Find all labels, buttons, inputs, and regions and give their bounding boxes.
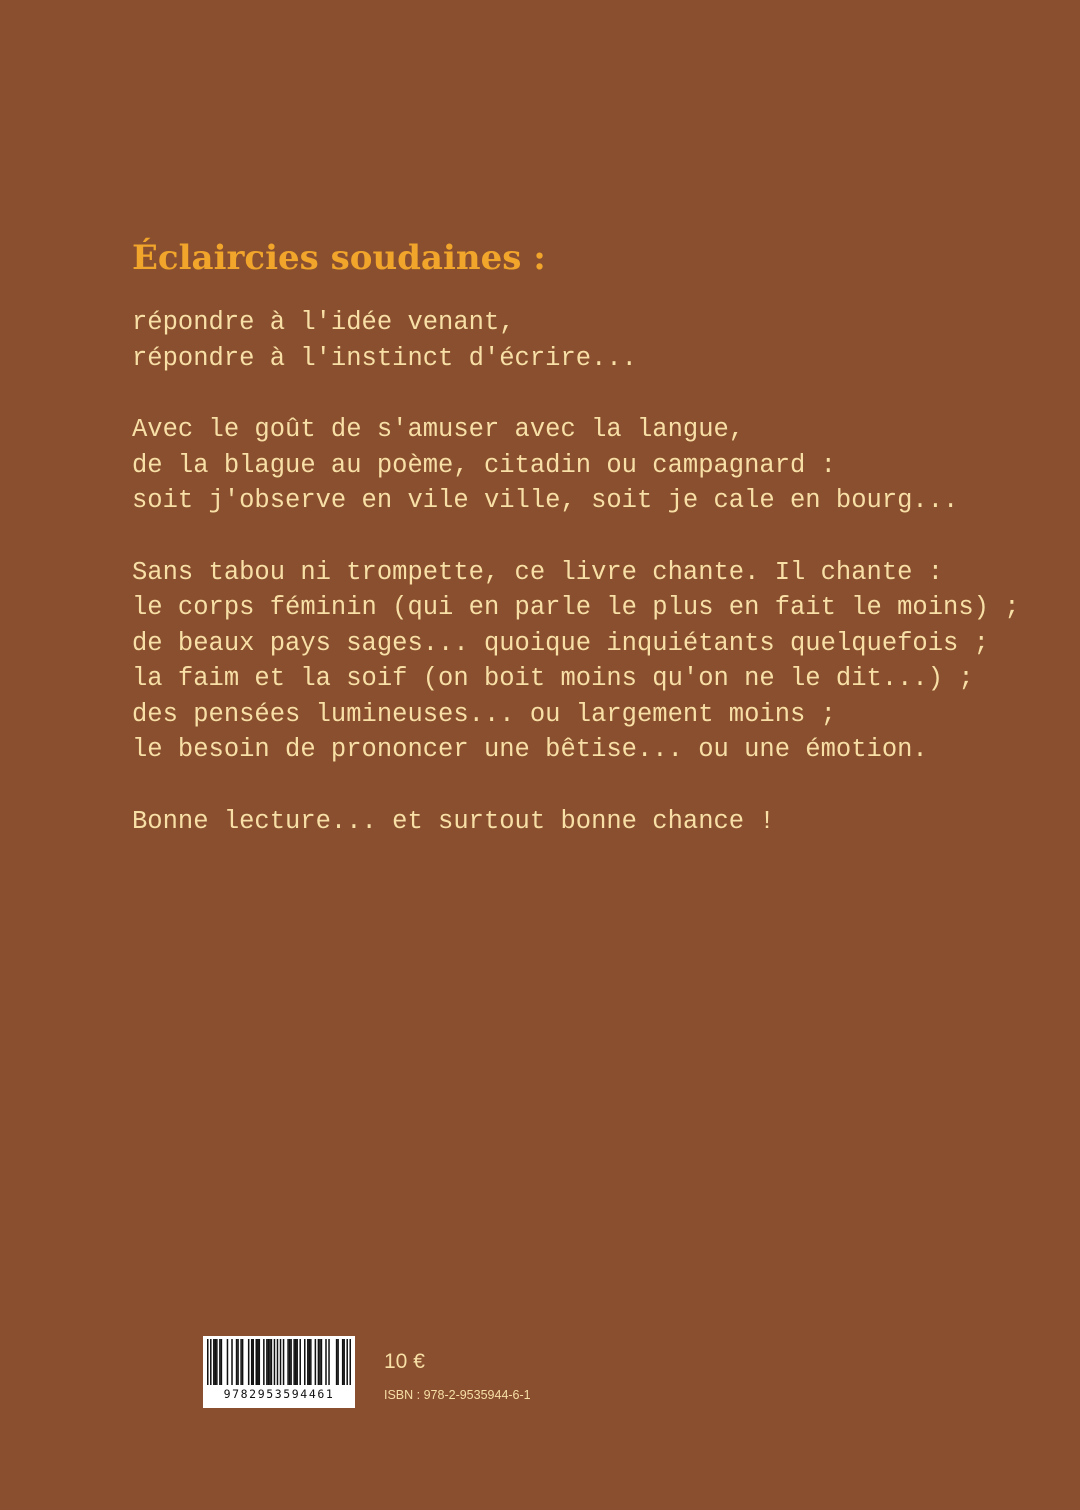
barcode-bar [257,1339,259,1385]
barcode-bar [315,1339,317,1385]
barcode-bar [342,1339,344,1385]
price: 10 € [384,1350,425,1373]
barcode-bar [210,1339,212,1385]
blurb-line: le besoin de prononcer une bêtise... ou une émotion. [132,735,928,764]
barcode-bar [299,1339,301,1385]
blurb-line: des pensées lumineuses... ou largement moins ; [132,699,836,729]
barcode-bar [266,1339,268,1385]
blurb-line: Avec le goût de s'amuser avec la langue, [132,415,745,444]
blurb-line: répondre à l'idée venant, [132,308,515,337]
barcode-bar [256,1339,258,1385]
barcode-bar [207,1339,209,1385]
blurb-line: répondre à l'instinct d'écrire... [132,343,637,373]
barcode-bar [296,1339,298,1385]
barcode-bar [252,1339,254,1385]
barcode-bar [231,1339,233,1385]
barcode-bar [280,1339,282,1385]
barcode-bar [287,1339,289,1385]
barcode-bar [321,1339,323,1385]
blurb-paragraph-2 [132,412,1032,519]
barcode-bars-icon [207,1339,351,1385]
barcode-bar [269,1339,271,1385]
barcode-bar [310,1339,312,1385]
blurb-line: soit j'observe en vile ville, soit je cale en bourg... [132,486,959,515]
blurb-title: Éclaircies soudaines : [132,238,546,278]
barcode-bar [346,1339,348,1385]
barcode-bar [349,1339,351,1385]
blurb-line: de la blague au poème, citadin ou campagnard : [132,450,836,480]
blurb-line: de beaux pays sages... quoique inquiétants quelquefois ; [132,628,989,658]
barcode [203,1336,355,1408]
barcode-bar [227,1339,229,1385]
barcode-bar [307,1339,309,1385]
barcode-bar [319,1339,321,1385]
barcode-bar [304,1339,306,1385]
blurb-body [132,305,1032,875]
barcode-digits: 9782953594461 [223,1387,335,1401]
barcode-bar [274,1339,276,1385]
barcode-bar [259,1339,261,1385]
barcode-bar [248,1339,250,1385]
blurb-paragraph-1 [132,305,1032,376]
barcode-bar [263,1339,265,1385]
barcode-bar [242,1339,244,1385]
isbn: ISBN : 978-2-9535944-6-1 [384,1388,531,1402]
blurb-paragraph-4 [132,804,1032,840]
barcode-bar [236,1339,238,1385]
barcode-bar [325,1339,327,1385]
barcode-bar [343,1339,345,1385]
barcode-bar [277,1339,279,1385]
barcode-bar [219,1339,221,1385]
barcode-bar [318,1339,320,1385]
blurb-line: Bonne lecture... et surtout bonne chance ! [132,806,775,836]
barcode-bar [295,1339,297,1385]
barcode-bar [328,1339,330,1385]
blurb-line: Sans tabou ni trompette, ce livre chante. Il chante : [132,557,944,587]
barcode-bar [337,1339,339,1385]
barcode-bar [221,1339,223,1385]
barcode-bar [216,1339,218,1385]
barcode-bar [293,1339,295,1385]
blurb-paragraph-3 [132,555,1032,768]
blurb-line: la faim et la soif (on boit moins qu'on ne le dit...) ; [132,664,974,693]
barcode-bar [215,1339,217,1385]
barcode-bar [240,1339,242,1385]
barcode-bar [237,1339,239,1385]
barcode-bar [271,1339,273,1385]
barcode-bar [290,1339,292,1385]
blurb-line: le corps féminin (qui en parle le plus en fait le moins) ; [132,593,1020,622]
barcode-bar [251,1339,253,1385]
barcode-bar [268,1339,270,1385]
barcode-bar [283,1339,285,1385]
barcode-bar [336,1339,338,1385]
barcode-bar [289,1339,291,1385]
barcode-bar [309,1339,311,1385]
barcode-bar [213,1339,215,1385]
